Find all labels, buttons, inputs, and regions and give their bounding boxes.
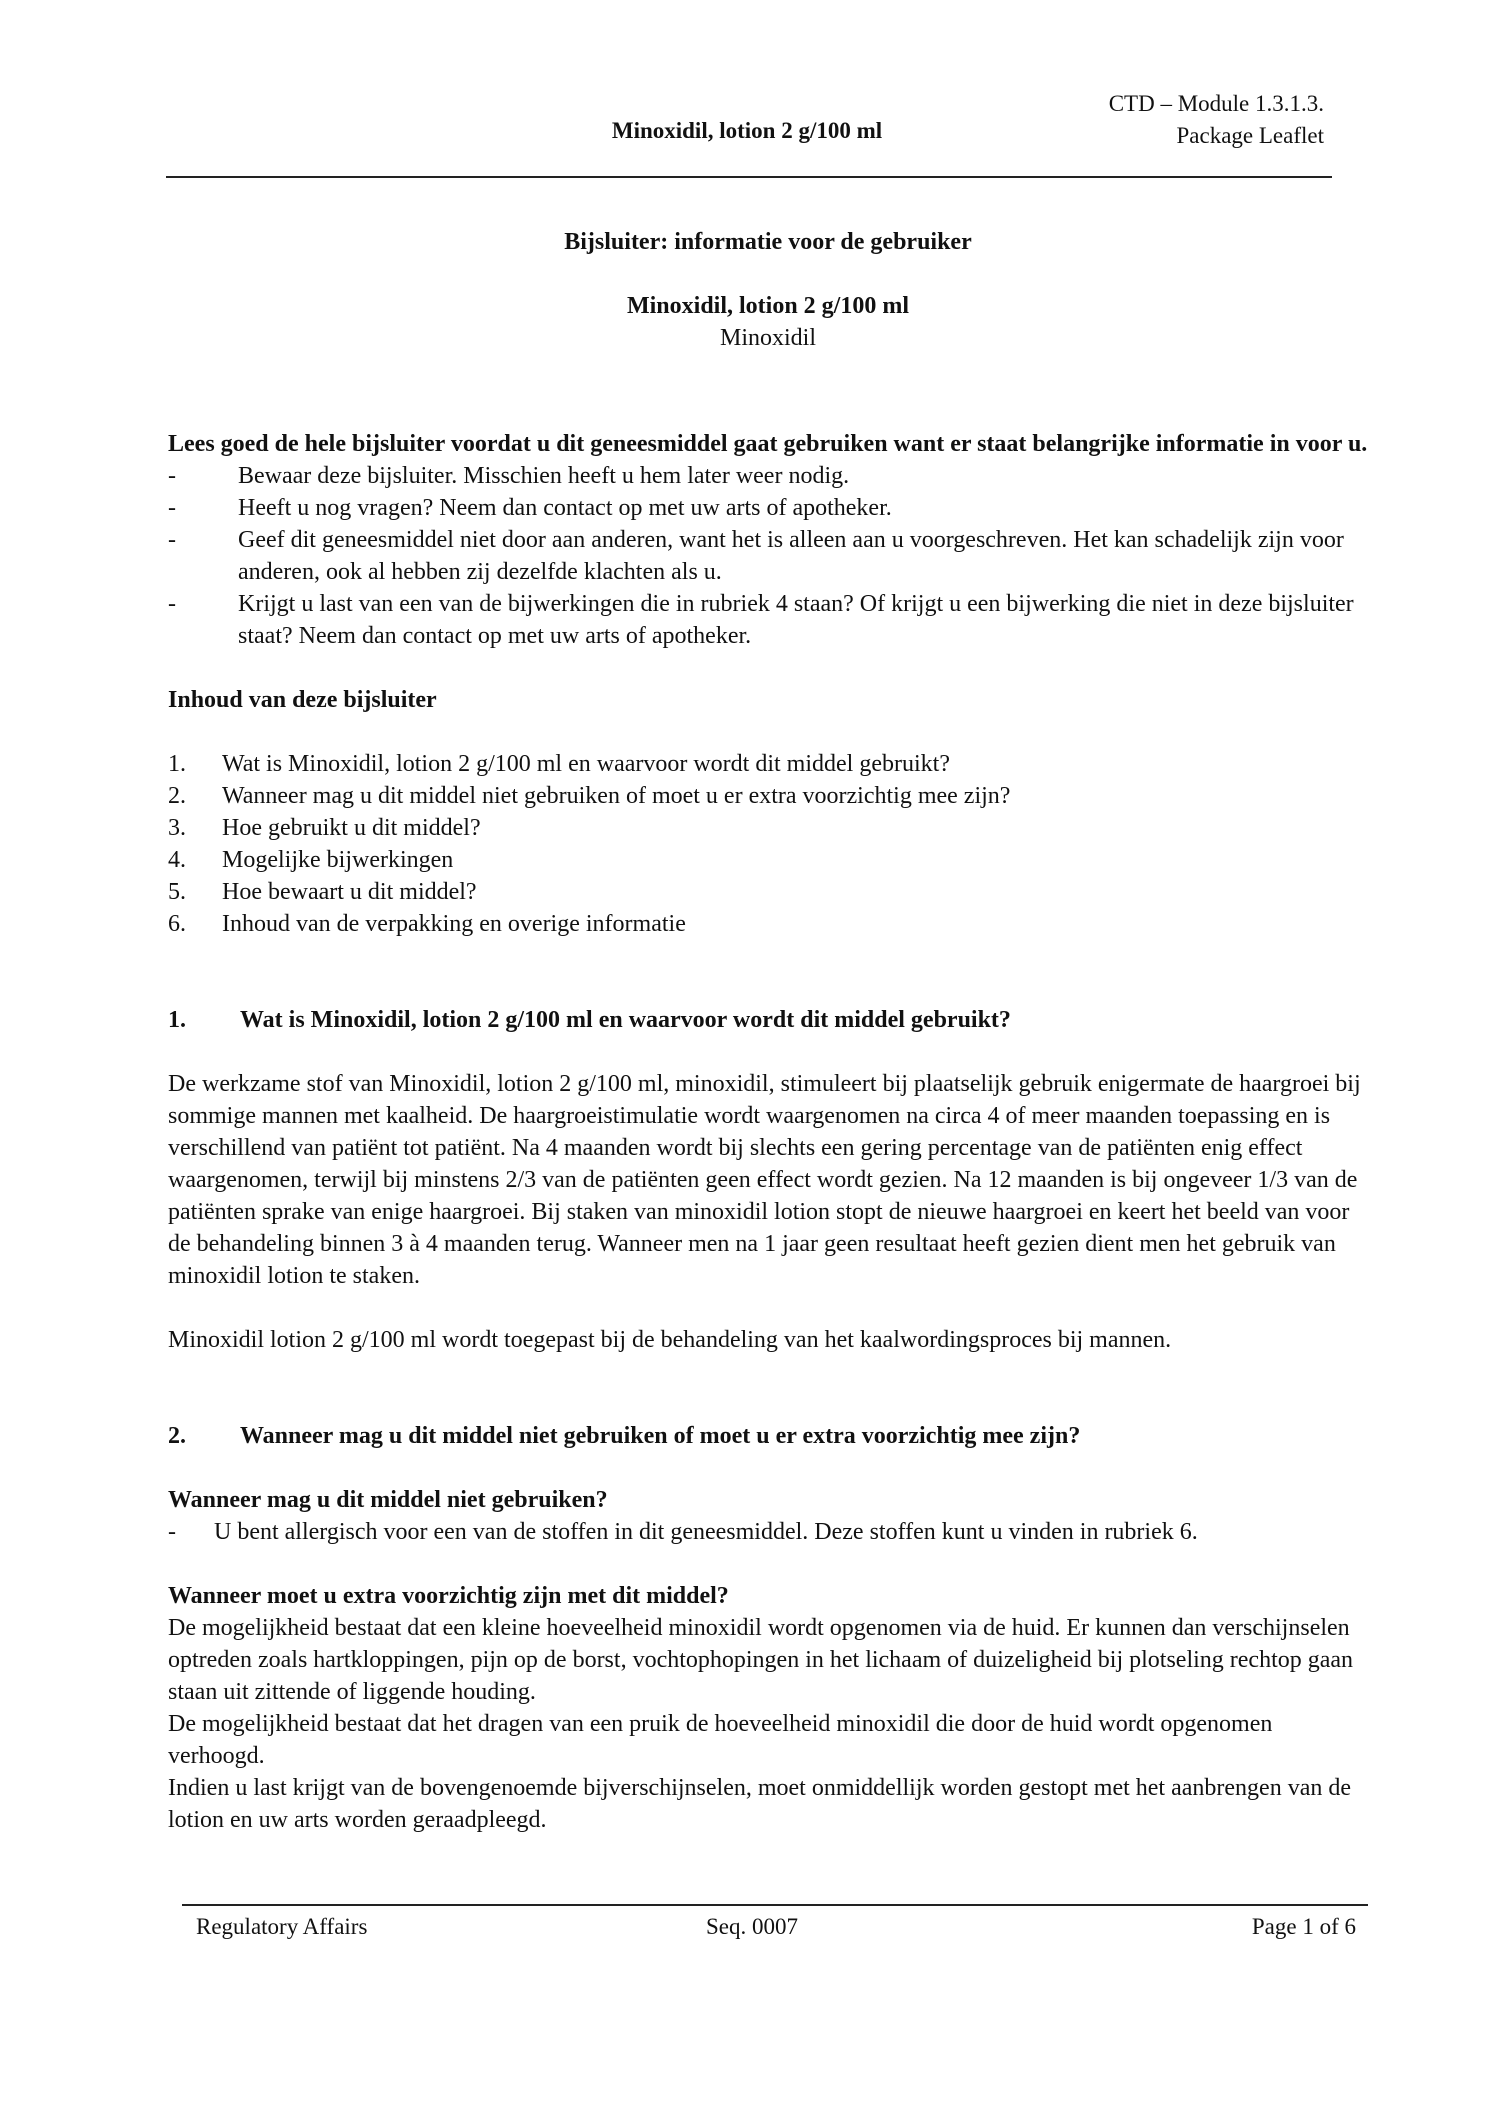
header-product: Minoxidil, lotion 2 g/100 ml [611,118,883,143]
contents-item: 3. Hoe gebruikt u dit middel? [168,815,481,841]
header-rule [166,176,1332,178]
section-2-subheading: Wanneer mag u dit middel niet gebruiken? [168,1487,608,1513]
contents-item: 4. Mogelijke bijwerkingen [168,847,454,873]
leaflet-title: Bijsluiter: informatie voor de gebruiker [564,229,972,255]
section-2-subheading: Wanneer moet u extra voorzichtig zijn met dit middel? [168,1583,729,1609]
contents-item: 2. Wanneer mag u dit middel niet gebruiken of moet u er extra voorzichtig mee zijn? [168,783,1011,809]
section-2-paragraph: De mogelijkheid bestaat dat het dragen van een pruik de hoeveelheid minoxidil die door de huid wordt opgenomen verhoogd. [168,1711,1273,1769]
section-2-paragraph: Indien u last krijgt van de bovengenoemde bijverschijnselen, moet onmiddellijk worden gestopt met het aanbrengen van de lotion en uw arts worden geraadpleegd. [168,1775,1352,1833]
header-module: CTD – Module 1.3.1.3. [1108,91,1324,116]
intro-item: - Bewaar deze bijsluiter. Misschien heeft u hem later weer nodig. [168,463,850,489]
footer-left: Regulatory Affairs [196,1914,368,1939]
intro-item: - Krijgt u last van een van de bijwerkingen die in rubriek 4 staan? Of krijgt u een bijwerking die niet in deze bijsluiter staat? Neem dan contact op met uw arts of apotheker. [168,591,1354,649]
section-2-paragraph: De mogelijkheid bestaat dat een kleine hoeveelheid minoxidil wordt opgenomen via de huid. Er kunnen dan verschijnselen optreden zoals hartkloppingen, pijn op de borst, vochtophopingen in het lichaam of duizeligheid bij plotseling rechtop gaan staan uit zittende of liggende houding. [168,1615,1354,1705]
contents-item: 6. Inhoud van de verpakking en overige informatie [168,911,686,937]
footer-rule [182,1904,1368,1906]
contents-heading: Inhoud van deze bijsluiter [168,687,437,713]
intro-heading: Lees goed de hele bijsluiter voordat u dit geneesmiddel gaat gebruiken want er staat belangrijke informatie in voor u. [168,431,1368,457]
section-2-heading: 2. Wanneer mag u dit middel niet gebruiken of moet u er extra voorzichtig mee zijn? [168,1423,1081,1449]
intro-item: - Heeft u nog vragen? Neem dan contact op met uw arts of apotheker. [168,495,892,521]
footer-center: Seq. 0007 [706,1914,798,1939]
intro-item: - Geef dit geneesmiddel niet door aan anderen, want het is alleen aan u voorgeschreven. Het kan schadelijk zijn voor anderen, ook al hebben zij dezelfde klachten als u. [168,527,1344,585]
section-1-paragraph: De werkzame stof van Minoxidil, lotion 2 g/100 ml, minoxidil, stimuleert bij plaatselijk gebruik enigermate de haargroei bij sommige mannen met kaalheid. De haargroeistimulatie wordt waargenomen na circa 4 of meer maanden toepassing en is verschillend van patiënt tot patiënt. Na 4 maanden wordt bij slechts een gering percentage van de patiënten enig effect waargenomen, terwijl bij minstens 2/3 van de patiënten geen effect wordt gezien. Na 12 maanden is bij ongeveer 1/3 van de patiënten sprake van enige haargroei. Bij staken van minoxidil lotion stopt de nieuwe haargroei en keert het beeld van voor de behandeling binnen 3 à 4 maanden terug. Wanneer men na 1 jaar geen resultaat heeft gezien dient men het gebruik van minoxidil lotion te staken. [168,1071,1361,1289]
section-2-item: - U bent allergisch voor een van de stoffen in dit geneesmiddel. Deze stoffen kunt u vinden in rubriek 6. [168,1519,1198,1545]
contents-item: 5. Hoe bewaart u dit middel? [168,879,477,905]
leaflet-body [168,226,1368,1836]
footer-page-number: Page 1 of 6 [1251,1914,1356,1939]
product-title: Minoxidil, lotion 2 g/100 ml [626,293,910,319]
contents-item: 1. Wat is Minoxidil, lotion 2 g/100 ml en waarvoor wordt dit middel gebruikt? [168,751,950,777]
header-doc-type: Package Leaflet [1176,123,1324,148]
substance-name: Minoxidil [719,325,816,351]
section-1-heading: 1. Wat is Minoxidil, lotion 2 g/100 ml en waarvoor wordt dit middel gebruikt? [168,1007,1011,1033]
section-1-paragraph: Minoxidil lotion 2 g/100 ml wordt toegepast bij de behandeling van het kaalwordingsproces bij mannen. [168,1327,1172,1353]
